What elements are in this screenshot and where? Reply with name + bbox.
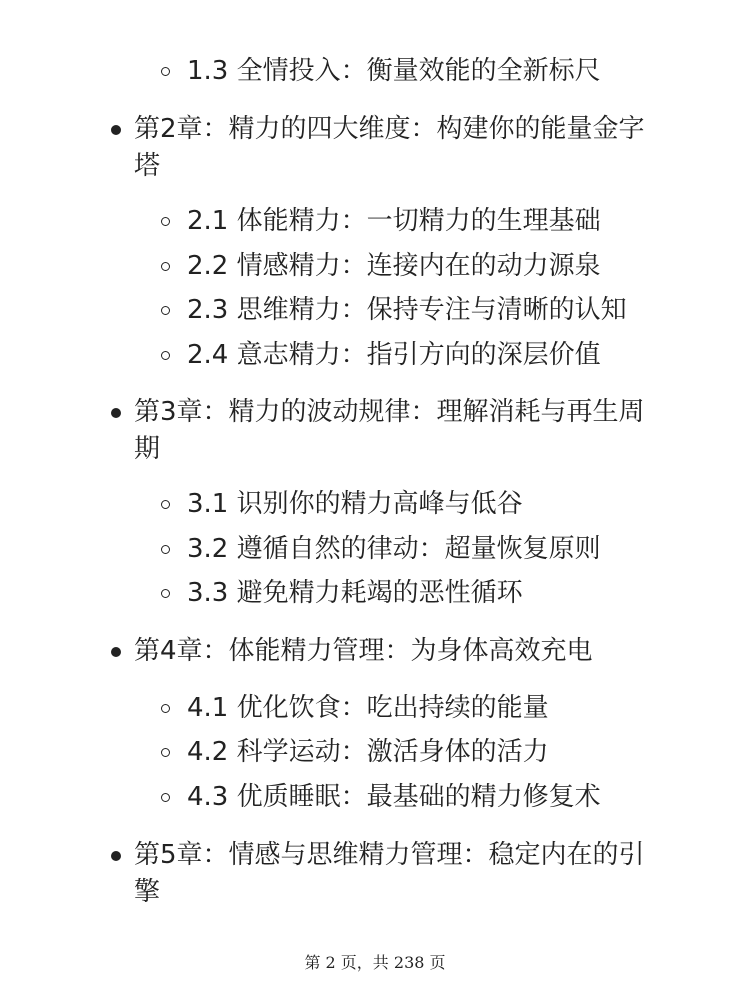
toc-section-label: 4.1 优化饮食：吃出持续的能量 (187, 693, 549, 723)
page-number-footer: 第 2 页，共 238 页 (304, 953, 446, 972)
toc-section-label: 2.3 思维精力：保持专注与清晰的认知 (187, 295, 627, 325)
toc-section-label: 3.2 遵循自然的律动：超量恢复原则 (187, 534, 601, 564)
toc-chapter-label: 第3章：精力的波动规律：理解消耗与再生周 (134, 397, 645, 427)
hollow-bullet-icon (161, 500, 170, 509)
toc-chapter-label: 第5章：情感与思维精力管理：稳定内在的引 (134, 840, 645, 870)
hollow-bullet-icon (161, 217, 170, 226)
filled-bullet-icon (111, 851, 121, 861)
toc-chapter-label: 第2章：精力的四大维度：构建你的能量金字 (134, 114, 645, 144)
hollow-bullet-icon (161, 67, 170, 76)
filled-bullet-icon (111, 125, 121, 135)
hollow-bullet-icon (161, 545, 170, 554)
toc-section-label: 2.1 体能精力：一切精力的生理基础 (187, 206, 601, 236)
filled-bullet-icon (111, 647, 121, 657)
toc-section-label: 3.3 避免精力耗竭的恶性循环 (187, 578, 523, 608)
hollow-bullet-icon (161, 306, 170, 315)
toc-chapter-label-continued: 期 (134, 434, 161, 464)
hollow-bullet-icon (161, 589, 170, 598)
toc-section-label: 4.3 优质睡眠：最基础的精力修复术 (187, 782, 601, 812)
toc-section-label: 1.3 全情投入：衡量效能的全新标尺 (187, 56, 601, 86)
toc-section-label: 2.2 情感精力：连接内在的动力源泉 (187, 251, 601, 281)
hollow-bullet-icon (161, 262, 170, 271)
hollow-bullet-icon (161, 351, 170, 360)
toc-chapter-label-continued: 擎 (134, 877, 161, 907)
toc-section-label: 2.4 意志精力：指引方向的深层价值 (187, 340, 601, 370)
hollow-bullet-icon (161, 793, 170, 802)
toc-section-label: 4.2 科学运动：激活身体的活力 (187, 737, 549, 767)
hollow-bullet-icon (161, 704, 170, 713)
toc-chapter-label-continued: 塔 (134, 151, 161, 181)
filled-bullet-icon (111, 408, 121, 418)
toc-chapter-label: 第4章：体能精力管理：为身体高效充电 (134, 636, 593, 666)
toc-section-label: 3.1 识别你的精力高峰与低谷 (187, 489, 523, 519)
hollow-bullet-icon (161, 748, 170, 757)
